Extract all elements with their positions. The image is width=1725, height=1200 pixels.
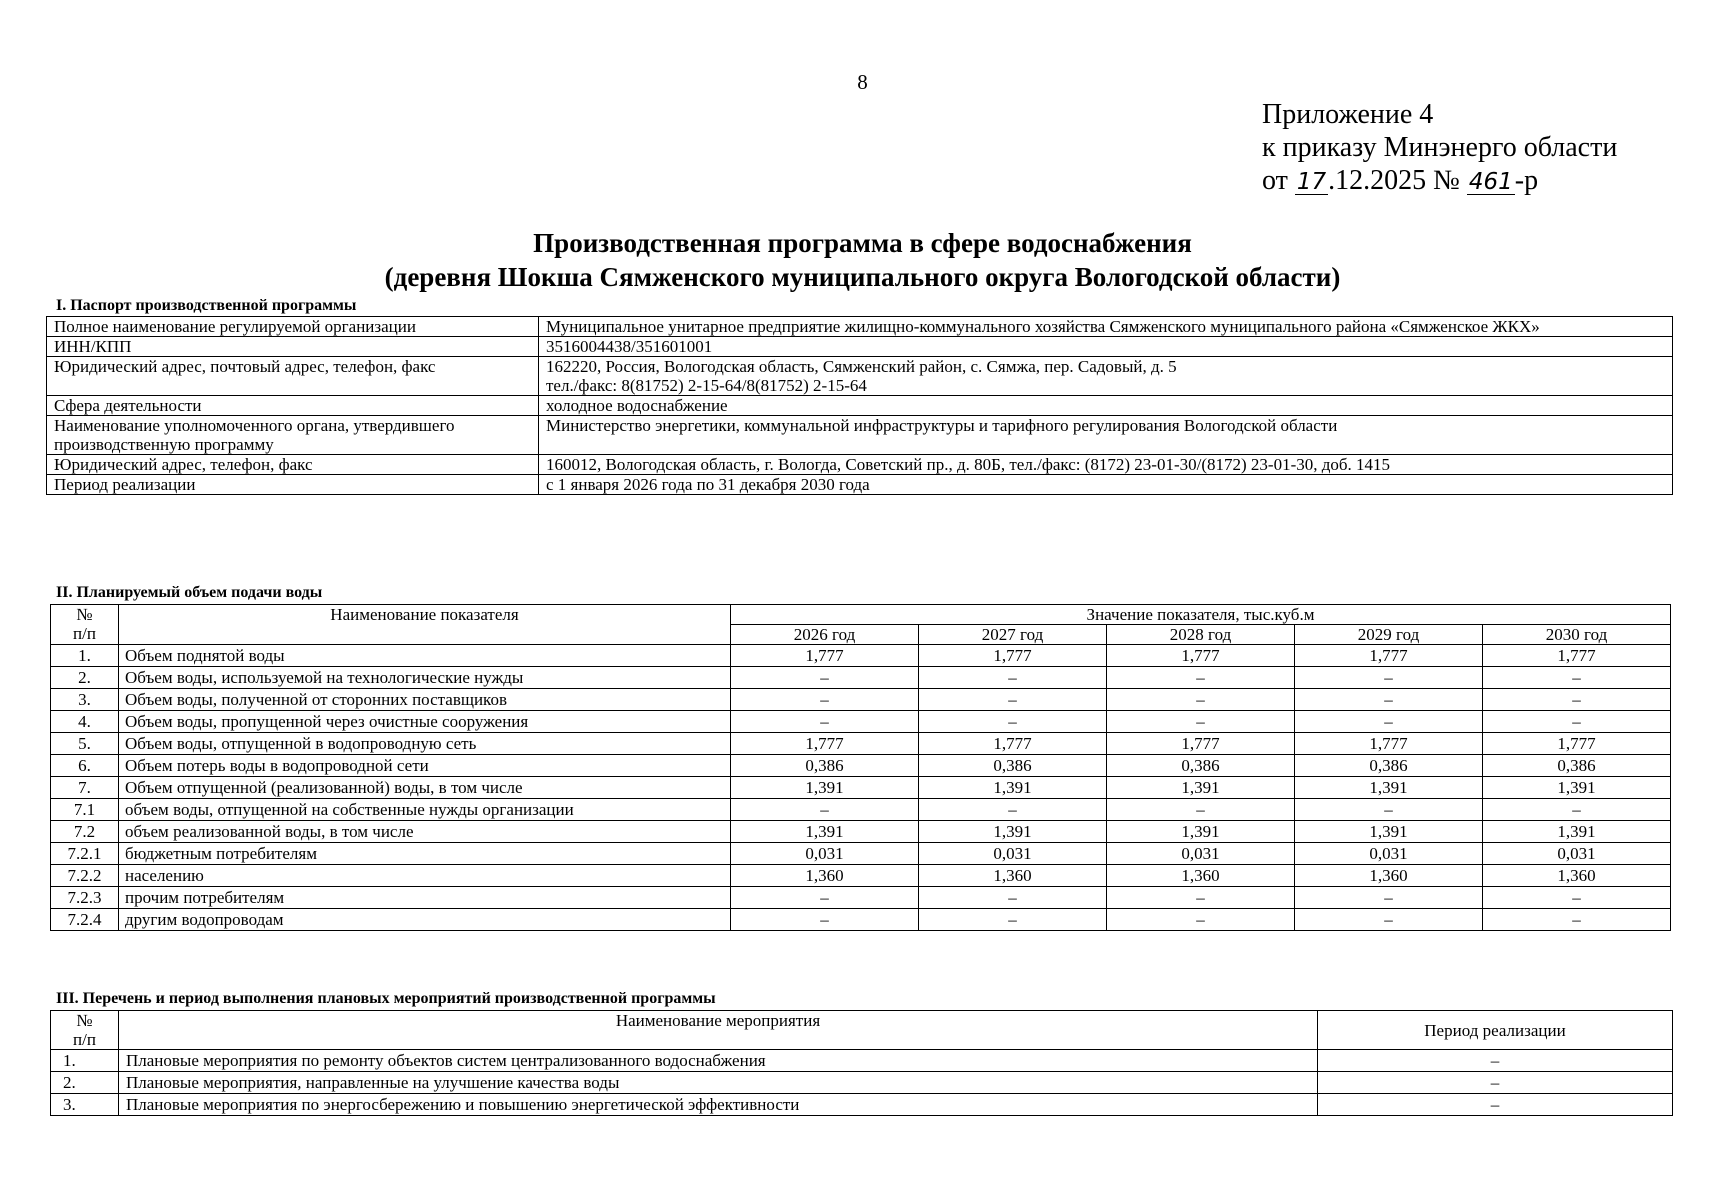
year-header: 2026 год (731, 625, 919, 645)
indicator-value: 1,391 (1483, 777, 1671, 799)
handwritten-day: 17 (1296, 169, 1327, 195)
indicator-value: – (1295, 711, 1483, 733)
passport-row (47, 475, 1673, 495)
passport-value-text: Муниципальное унитарное предприятие жилищно-коммунального хозяйства Сямженского муниципального района «Сямженское ЖКХ» (546, 317, 1540, 336)
indicator-value: 1,360 (731, 865, 919, 887)
passport-value-text: 162220, Россия, Вологодская область, Сямженский район, с. Сямжа, пер. Садовый, д. 5 (546, 357, 1177, 376)
event-name: Плановые мероприятия по энергосбережению и повышению энергетической эффективности (119, 1094, 1318, 1116)
indicator-value: 1,360 (1483, 865, 1671, 887)
indicator-value: 0,386 (1295, 755, 1483, 777)
indicator-value: – (731, 909, 919, 931)
passport-label: Сфера деятельности (47, 396, 539, 416)
events-table (50, 1010, 1673, 1116)
passport-value (539, 337, 1673, 357)
passport-row (47, 317, 1673, 337)
table-row (51, 645, 1671, 667)
appendix-date-prefix: от (1262, 165, 1288, 196)
indicator-name: другим водопроводам (119, 909, 731, 931)
appendix-block (1262, 98, 1617, 197)
appendix-line-1: Приложение 4 (1262, 99, 1434, 130)
indicator-value: 1,391 (1107, 777, 1295, 799)
indicator-value: – (1107, 711, 1295, 733)
event-period: – (1318, 1072, 1673, 1094)
handwritten-order-number: 461 (1468, 169, 1513, 195)
page-number: 8 (857, 70, 868, 94)
indicator-value: – (731, 887, 919, 909)
indicator-name: Объем отпущенной (реализованной) воды, в том числе (119, 777, 731, 799)
indicator-value: – (1483, 711, 1671, 733)
indicator-value: – (1295, 887, 1483, 909)
passport-value (539, 475, 1673, 495)
indicator-value: 0,386 (919, 755, 1107, 777)
indicator-value: 1,360 (1295, 865, 1483, 887)
indicator-value: 1,391 (731, 777, 919, 799)
indicator-value: 1,360 (1107, 865, 1295, 887)
table-row (51, 755, 1671, 777)
table-row (51, 689, 1671, 711)
indicator-value: 0,386 (1107, 755, 1295, 777)
indicator-value: – (731, 667, 919, 689)
indicator-name: объем реализованной воды, в том числе (119, 821, 731, 843)
volume-table (50, 604, 1671, 931)
table-row (51, 821, 1671, 843)
indicator-name: Объем воды, полученной от сторонних поставщиков (119, 689, 731, 711)
section-3-heading: III. Перечень и период выполнения плановых мероприятий производственной программы (56, 990, 716, 1007)
indicator-name: прочим потребителям (119, 887, 731, 909)
indicator-value: 1,360 (919, 865, 1107, 887)
passport-value-text: 3516004438/351601001 (546, 337, 713, 356)
indicator-value: – (919, 711, 1107, 733)
events-col-number (51, 1011, 119, 1050)
row-number: 7.2.1 (51, 843, 119, 865)
passport-label: Период реализации (47, 475, 539, 495)
indicator-value: – (1107, 887, 1295, 909)
year-header: 2028 год (1107, 625, 1295, 645)
title-line-2: (деревня Шокша Сямженского муниципального округа Вологодской области) (384, 262, 1341, 292)
passport-value (539, 416, 1673, 455)
passport-label: Юридический адрес, телефон, факс (47, 455, 539, 475)
passport-label: Полное наименование регулируемой организации (47, 317, 539, 337)
row-number: 7.2 (51, 821, 119, 843)
row-number: 7.2.4 (51, 909, 119, 931)
col-header-number (51, 605, 119, 645)
passport-value (539, 317, 1673, 337)
indicator-value: 1,777 (1295, 645, 1483, 667)
indicator-value: 1,391 (731, 821, 919, 843)
indicator-name: объем воды, отпущенной на собственные нужды организации (119, 799, 731, 821)
appendix-suffix: -р (1514, 165, 1539, 196)
table-row (51, 1072, 1673, 1094)
indicator-value: 1,777 (731, 645, 919, 667)
indicator-value: – (919, 667, 1107, 689)
indicator-value: 1,391 (1107, 821, 1295, 843)
indicator-value: – (919, 887, 1107, 909)
row-number: 7.2.3 (51, 887, 119, 909)
indicator-value: 1,391 (1483, 821, 1671, 843)
indicator-name: Объем воды, отпущенной в водопроводную сеть (119, 733, 731, 755)
section-1-heading: I. Паспорт производственной программы (56, 297, 357, 314)
passport-row (47, 396, 1673, 416)
indicator-value: 1,777 (1107, 645, 1295, 667)
indicator-value: – (1483, 689, 1671, 711)
table-row (51, 865, 1671, 887)
indicator-value: – (731, 689, 919, 711)
table-row (51, 711, 1671, 733)
indicator-value: – (1483, 909, 1671, 931)
passport-label: ИНН/КПП (47, 337, 539, 357)
indicator-value: – (919, 909, 1107, 931)
row-number: 5. (51, 733, 119, 755)
row-number: 7.2.2 (51, 865, 119, 887)
indicator-value: 0,031 (1295, 843, 1483, 865)
indicator-value: – (1295, 909, 1483, 931)
row-number: 7. (51, 777, 119, 799)
table-row (51, 1094, 1673, 1116)
col-header-indicator: Наименование показателя (119, 605, 731, 645)
passport-value-text: с 1 января 2026 года по 31 декабря 2030 года (546, 475, 870, 494)
table-row (51, 777, 1671, 799)
event-name: Плановые мероприятия, направленные на улучшение качества воды (119, 1072, 1318, 1094)
indicator-value: 1,391 (1295, 777, 1483, 799)
year-header: 2029 год (1295, 625, 1483, 645)
events-col-name: Наименование мероприятия (119, 1011, 1318, 1050)
passport-row (47, 455, 1673, 475)
indicator-value: – (731, 799, 919, 821)
row-number: 1. (51, 645, 119, 667)
indicator-value: – (731, 711, 919, 733)
event-number: 3. (51, 1094, 119, 1116)
indicator-value: 1,777 (919, 733, 1107, 755)
indicator-value: – (1107, 667, 1295, 689)
indicator-value: 1,777 (1107, 733, 1295, 755)
row-number: 6. (51, 755, 119, 777)
indicator-value: – (919, 689, 1107, 711)
passport-value-text: Министерство энергетики, коммунальной инфраструктуры и тарифного регулирования Вологодской области (546, 416, 1338, 435)
indicator-name: Объем воды, пропущенной через очистные сооружения (119, 711, 731, 733)
indicator-value: – (1295, 667, 1483, 689)
row-number: 7.1 (51, 799, 119, 821)
indicator-value: 1,777 (731, 733, 919, 755)
table-row (51, 799, 1671, 821)
indicator-value: – (1295, 689, 1483, 711)
indicator-value: 0,386 (1483, 755, 1671, 777)
row-number: 2. (51, 667, 119, 689)
indicator-value: 0,031 (1107, 843, 1295, 865)
appendix-line-3 (1262, 164, 1617, 197)
indicator-value: – (1295, 799, 1483, 821)
indicator-value: – (1483, 887, 1671, 909)
indicator-name: Объем воды, используемой на технологические нужды (119, 667, 731, 689)
table-row (51, 887, 1671, 909)
row-number: 4. (51, 711, 119, 733)
indicator-value: – (1483, 799, 1671, 821)
year-header: 2027 год (919, 625, 1107, 645)
event-name: Плановые мероприятия по ремонту объектов систем централизованного водоснабжения (119, 1050, 1318, 1072)
events-col-number-text: № п/п (73, 1011, 96, 1049)
passport-table (46, 316, 1673, 495)
passport-row (47, 337, 1673, 357)
indicator-value: – (1107, 799, 1295, 821)
passport-value-text: холодное водоснабжение (546, 396, 728, 415)
indicator-value: – (919, 799, 1107, 821)
volume-body (51, 645, 1671, 931)
passport-row (47, 357, 1673, 396)
passport-value (539, 396, 1673, 416)
indicator-value: 1,777 (1295, 733, 1483, 755)
appendix-date-rest: .12.2025 № (1328, 165, 1460, 196)
indicator-value: 1,777 (1483, 733, 1671, 755)
indicator-value: 1,391 (1295, 821, 1483, 843)
event-period: – (1318, 1094, 1673, 1116)
col-header-number-text: № п/п (73, 605, 96, 643)
indicator-value: 0,031 (919, 843, 1107, 865)
event-period: – (1318, 1050, 1673, 1072)
year-header: 2030 год (1483, 625, 1671, 645)
table-row (51, 909, 1671, 931)
passport-value (539, 357, 1673, 396)
events-col-period: Период реализации (1318, 1011, 1673, 1050)
appendix-line-2: к приказу Минэнерго области (1262, 132, 1618, 163)
events-body (51, 1050, 1673, 1116)
indicator-value: – (1107, 909, 1295, 931)
passport-body (47, 317, 1673, 495)
indicator-name: Объем поднятой воды (119, 645, 731, 667)
indicator-value: 0,386 (731, 755, 919, 777)
passport-value-text-2: тел./факс: 8(81752) 2-15-64/8(81752) 2-15-64 (546, 376, 867, 395)
indicator-value: 1,777 (919, 645, 1107, 667)
indicator-value: – (1107, 689, 1295, 711)
table-row (51, 733, 1671, 755)
document-title (0, 226, 1725, 294)
table-row (51, 843, 1671, 865)
section-2-heading: II. Планируемый объем подачи воды (56, 584, 323, 601)
passport-label: Наименование уполномоченного органа, утвердившего производственную программу (47, 416, 539, 455)
indicator-value: – (1483, 667, 1671, 689)
passport-label: Юридический адрес, почтовый адрес, телефон, факс (47, 357, 539, 396)
passport-row (47, 416, 1673, 455)
indicator-value: 0,031 (731, 843, 919, 865)
event-number: 1. (51, 1050, 119, 1072)
indicator-name: Объем потерь воды в водопроводной сети (119, 755, 731, 777)
col-header-value: Значение показателя, тыс.куб.м (731, 605, 1671, 625)
row-number: 3. (51, 689, 119, 711)
passport-value-text: 160012, Вологодская область, г. Вологда, Советский пр., д. 80Б, тел./факс: (8172) 23-01-30/(8172) 23-01-30, доб. 1415 (546, 455, 1391, 474)
title-line-1: Производственная программа в сфере водоснабжения (533, 228, 1192, 258)
table-row (51, 667, 1671, 689)
event-number: 2. (51, 1072, 119, 1094)
table-row (51, 1050, 1673, 1072)
indicator-name: населению (119, 865, 731, 887)
indicator-value: 1,777 (1483, 645, 1671, 667)
indicator-value: 1,391 (919, 777, 1107, 799)
passport-value (539, 455, 1673, 475)
indicator-value: 1,391 (919, 821, 1107, 843)
indicator-name: бюджетным потребителям (119, 843, 731, 865)
indicator-value: 0,031 (1483, 843, 1671, 865)
